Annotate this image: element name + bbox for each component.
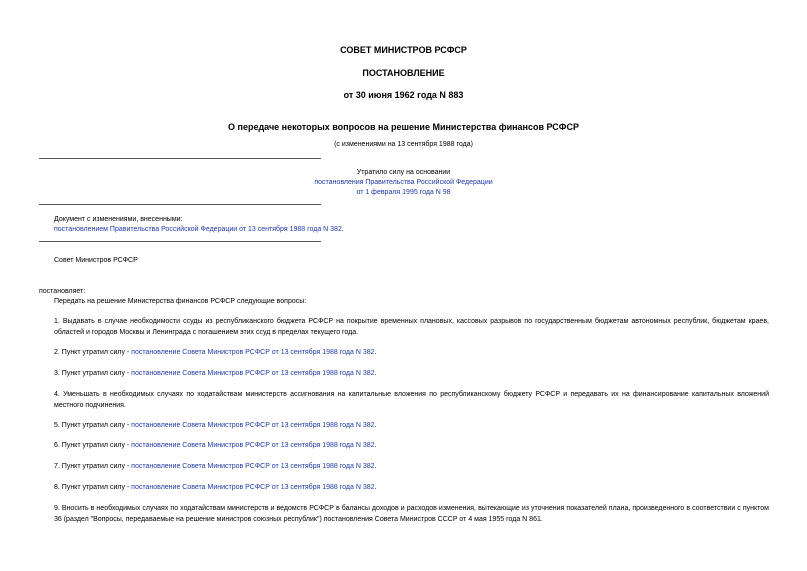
divider	[39, 204, 321, 205]
doc-type: ПОСТАНОВЛЕНИЕ	[362, 68, 445, 78]
item-link[interactable]: постановление Совета Министров РСФСР от 13 сентября 1988 года N 382	[131, 442, 375, 449]
divider	[39, 158, 321, 159]
list-item: 7. Пункт утратил силу - постановление Совета Министров РСФСР от 13 сентября 1988 года N 382.	[54, 463, 377, 470]
date-number: от 30 июня 1962 года N 883	[343, 90, 464, 100]
issuer: Совет Министров РСФСР	[54, 257, 138, 264]
amendment-note: (с изменениями на 13 сентября 1988 года)	[334, 141, 473, 148]
intro: Передать на решение Министерства финансов РСФСР следующие вопросы:	[54, 298, 307, 305]
list-item: 3. Пункт утратил силу - постановление Совета Министров РСФСР от 13 сентября 1988 года N 382.	[54, 370, 377, 377]
item-link[interactable]: постановление Совета Министров РСФСР от 13 сентября 1988 года N 382	[131, 349, 375, 356]
item-link[interactable]: постановление Совета Министров РСФСР от 13 сентября 1988 года N 382	[131, 484, 375, 491]
changes-link[interactable]: постановлением Правительства Российской Федерации от 13 сентября 1988 года N 382	[54, 226, 342, 233]
list-item: 4. Уменьшать в необходимых случаях по ходатайствам министерств ассигнования на капитальные вложения по республиканскому бюджету РСФСР и передавать их на финансирование капитальных вложений местного подчинения.	[54, 391, 769, 409]
changes-after: .	[341, 226, 344, 233]
divider	[39, 241, 321, 242]
item-link[interactable]: постановление Совета Министров РСФСР от 13 сентября 1988 года N 382	[131, 463, 375, 470]
resolves: постановляет:	[39, 288, 86, 295]
item-link[interactable]: постановление Совета Министров РСФСР от 13 сентября 1988 года N 382	[131, 370, 375, 377]
repeal-link-date[interactable]: от 1 февраля 1995 года N 98	[356, 189, 451, 196]
doc-title: О передаче некоторых вопросов на решение Министерства финансов РСФСР	[228, 122, 579, 132]
list-item: 8. Пункт утратил силу - постановление Совета Министров РСФСР от 13 сентября 1988 года N 382.	[54, 484, 377, 491]
list-item: 9. Вносить в необходимых случаях по ходатайствам министерств и ведомств РСФСР в балансы доходов и расходов изменения, вытекающие из уточнения показателей плана, произведенного в соответствии с пунктом 36 (раздел "Вопросы, передаваемые на решение министров союзных республик") постановления Совета Министров СССР от 4 мая 1955 года N 861.	[54, 505, 769, 523]
repeal-text: Утратило силу на основании	[356, 169, 451, 176]
item-link[interactable]: постановление Совета Министров РСФСР от 13 сентября 1988 года N 382	[131, 422, 375, 429]
repeal-note	[0, 168, 807, 198]
changes-line	[54, 225, 344, 235]
list-item: 6. Пункт утратил силу - постановление Совета Министров РСФСР от 13 сентября 1988 года N 382.	[54, 442, 377, 449]
repeal-link[interactable]: постановления Правительства Российской Федерации	[314, 179, 493, 186]
list-item: 5. Пункт утратил силу - постановление Совета Министров РСФСР от 13 сентября 1988 года N 382.	[54, 422, 377, 429]
org-name: СОВЕТ МИНИСТРОВ РСФСР	[340, 45, 467, 55]
list-item: 2. Пункт утратил силу - постановление Совета Министров РСФСР от 13 сентября 1988 года N 382.	[54, 349, 377, 356]
changes-label: Документ с изменениями, внесенными:	[54, 216, 183, 223]
list-item: 1. Выдавать в случае необходимости ссуды из республиканского бюджета РСФСР на покрытие временных плановых, кассовых разрывов по государственным бюджетам автономных республик, бюджетам краев, областей и городов Москвы и Ленинграда с погашением этих ссуд в пределах текущего года.	[54, 318, 769, 336]
